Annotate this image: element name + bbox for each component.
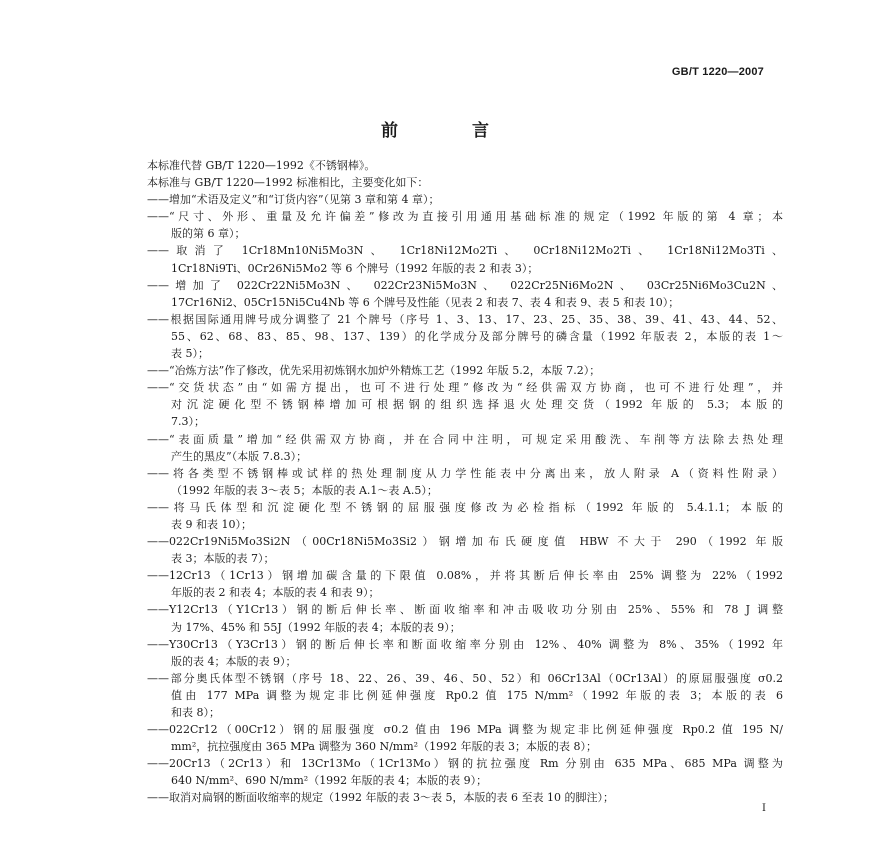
change-item-line: ——“冶炼方法”作了修改，优先采用初炼钢水加炉外精炼工艺（1992 年版 5.2，本版 7.2）；	[147, 364, 601, 378]
change-item-line: ——“表面质量”增加“经供需双方协商，并在合同中注明，可规定采用酸洗、车削等方法除去热处理	[147, 432, 783, 446]
change-item-continuation: （1992 年版的表 3～表 5；本版的表 A.1～表 A.5）；	[171, 483, 438, 497]
change-item-continuation: 版的表 4；本版的表 9）；	[171, 654, 297, 668]
change-item-continuation: 表 5）；	[171, 347, 209, 361]
change-item-line: ——20Cr13（2Cr13）和 13Cr13Mo（1Cr13Mo）钢的抗拉强度 Rm 分别由 635 MPa、685 MPa 调整为	[147, 757, 783, 771]
change-item-continuation: 为 17%、45% 和 55J（1992 年版的表 4；本版的表 9）；	[171, 620, 461, 634]
change-item-continuation: 对沉淀硬化型不锈钢棒增加可根据钢的组织选择退火处理交货（1992 年版的 5.3；本版的	[171, 398, 783, 412]
change-item-line: ——“尺寸、外形、重量及允许偏差”修改为直接引用通用基础标准的规定（1992 年版的第 4 章；本	[147, 210, 783, 224]
change-item-line: ——将各类型不锈钢棒或试样的热处理制度从力学性能表中分离出来，放人附录 A（资料性附录）	[147, 466, 783, 480]
change-item-continuation: 7.3）；	[171, 415, 205, 429]
change-item-continuation: 值由 177 MPa 调整为规定非比例延伸强度 Rp0.2 值 175 N/mm²（1992 年版的表 3；本版的表 6	[171, 688, 783, 702]
change-item-line: ——增加“术语及定义”和“订货内容”（见第 3 章和第 4 章）；	[147, 193, 440, 207]
change-item-line: ——根据国际通用牌号成分调整了 21 个牌号（序号 1、3、13、17、23、25、35、38、39、41、43、44、52、	[147, 312, 783, 326]
change-item-line: ——增加了 022Cr22Ni5Mo3N、 022Cr23Ni5Mo3N、 022Cr25Ni6Mo2N、 03Cr25Ni6Mo3Cu2N、	[147, 278, 783, 292]
change-item-line: ——Y30Cr13（Y3Cr13）钢的断后伸长率和断面收缩率分别由 12%、40% 调整为 8%、35%（1992 年	[147, 637, 783, 651]
standard-code: GB/T 1220—2007	[671, 66, 764, 78]
change-item-continuation: 表 9 和表 10）；	[171, 517, 252, 531]
change-item-line: ——将马氏体型和沉淀硬化型不锈钢的屈服强度修改为必检指标（1992 年版的 5.4.1.1；本版的	[147, 500, 783, 514]
change-item-continuation: 产生的黑皮”（本版 7.8.3）；	[171, 449, 308, 463]
change-item-continuation: 表 3；本版的表 7）；	[171, 552, 275, 566]
change-item-line: ——“交货状态”由“如需方提出，也可不进行处理”修改为“经供需双方协商，也可不进行处理”，并	[147, 381, 783, 395]
change-item-continuation: 17Cr16Ni2、05Cr15Ni5Cu4Nb 等 6 个牌号及性能（见表 2 和表 7、表 4 和表 9、表 5 和表 10）；	[171, 295, 680, 309]
page-number: I	[762, 803, 766, 814]
change-item-continuation: 年版的表 2 和表 4；本版的表 4 和表 9）；	[171, 586, 380, 600]
change-item-continuation: 版的第 6 章）；	[171, 227, 246, 241]
paragraph-line: 本标准代替 GB/T 1220—1992《不锈钢棒》。	[147, 159, 376, 172]
change-item-line: ——部分奥氏体型不锈钢（序号 18、22、26、39、46、50、52）和 06Cr13Al（0Cr13Al）的原屈服强度 σ0.2	[147, 671, 783, 685]
change-item-continuation: 和表 8）；	[171, 706, 220, 719]
paragraph-line: 本标准与 GB/T 1220—1992 标准相比，主要变化如下：	[147, 176, 429, 190]
change-item-line: ——取消了 1Cr18Mn10Ni5Mo3N、 1Cr18Ni12Mo2Ti、 0Cr18Ni12Mo2Ti、 1Cr18Ni12Mo3Ti、	[147, 244, 783, 258]
change-item-line: ——12Cr13（1Cr13）钢增加碳含量的下限值 0.08%，并将其断后伸长率由 25% 调整为 22%（1992	[147, 569, 783, 583]
change-item-line: ——022Cr19Ni5Mo3Si2N（00Cr18Ni5Mo3Si2）钢增加布氏硬度值 HBW 不大于 290（1992 年版	[147, 535, 783, 549]
change-item-continuation: 55、62、68、83、85、98、137、139）的化学成分及部分牌号的磷含量（1992 年版表 2，本版的表 1～	[171, 329, 783, 343]
change-item-continuation: 1Cr18Ni9Ti、0Cr26Ni5Mo2 等 6 个牌号（1992 年版的表 2 和表 3）；	[171, 261, 539, 275]
page-title: 前 言	[381, 121, 523, 141]
change-item-line: ——Y12Cr13（Y1Cr13）钢的断后伸长率、断面收缩率和冲击吸收功分别由 25%、55% 和 78 J 调整	[147, 603, 783, 617]
foreword-body	[147, 157, 783, 807]
change-item-continuation: 640 N/mm²、690 N/mm²（1992 年版的表 4；本版的表 9）；	[171, 774, 488, 788]
change-item-continuation: mm²，抗拉强度由 365 MPa 调整为 360 N/mm²（1992 年版的表 3；本版的表 8）；	[171, 740, 598, 754]
change-item-line: ——022Cr12（00Cr12）钢的屈服强度 σ0.2 值由 196 MPa 调整为规定非比例延伸强度 Rp0.2 值 195 N/	[147, 723, 783, 737]
change-item-line: ——取消对扁钢的断面收缩率的规定（1992 年版的表 3～表 5，本版的表 6 至表 10 的脚注）；	[147, 791, 614, 805]
